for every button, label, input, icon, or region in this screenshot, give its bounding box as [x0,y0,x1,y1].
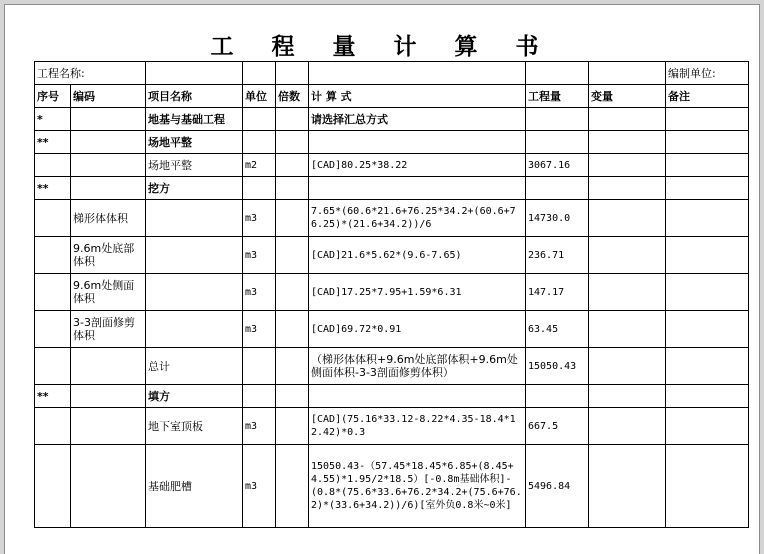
code-cell[interactable]: 梯形体体积 [71,200,146,237]
project-name-cell[interactable] [146,62,243,85]
quantity-cell[interactable]: 667.5 [526,408,589,445]
formula-cell[interactable]: [CAD]17.25*7.95+1.59*6.31 [309,274,526,311]
quantity-cell[interactable]: 3067.16 [526,154,589,177]
table-row [35,108,749,131]
variable-cell[interactable] [589,385,666,408]
code-cell[interactable] [71,177,146,200]
variable-cell[interactable] [589,348,666,385]
multiplier-cell[interactable] [276,177,309,200]
header-unit: 单位 [243,85,276,108]
note-cell[interactable] [666,311,749,348]
quantity-cell[interactable]: 236.71 [526,237,589,274]
multiplier-cell[interactable] [276,131,309,154]
note-cell[interactable] [666,408,749,445]
item-name-cell[interactable]: 场地平整 [146,131,243,154]
item-name-cell[interactable] [146,200,243,237]
unit-cell[interactable] [243,177,276,200]
seq-cell[interactable] [35,274,71,311]
variable-cell[interactable] [589,200,666,237]
item-name-cell[interactable]: 填方 [146,385,243,408]
seq-cell[interactable] [35,154,71,177]
table-row [35,385,749,408]
seq-cell[interactable] [35,200,71,237]
seq-cell[interactable] [35,408,71,445]
code-cell[interactable] [71,385,146,408]
note-cell[interactable] [666,177,749,200]
multiplier-cell[interactable] [276,408,309,445]
code-cell[interactable]: 9.6m处底部体积 [71,237,146,274]
note-cell[interactable] [666,131,749,154]
unit-cell[interactable]: m3 [243,445,276,528]
variable-cell[interactable] [589,154,666,177]
item-name-cell[interactable]: 场地平整 [146,154,243,177]
item-name-cell[interactable] [146,237,243,274]
unit-cell[interactable]: m3 [243,274,276,311]
formula-cell[interactable]: 15050.43-（57.45*18.45*6.85+(8.45+4.55)*1.95/2*18.5）[-0.8m基础体积]-(0.8*(75.6*33.6+76.2*34.2+(75.6+76.2)*(33.6+34.2))/6)[室外负0.8米~0米] [309,445,526,528]
code-cell[interactable] [71,131,146,154]
info-row [35,62,749,85]
variable-cell[interactable] [589,445,666,528]
multiplier-cell[interactable] [276,154,309,177]
table-row [35,311,749,348]
worksheet-page [4,4,760,554]
info-cell[interactable] [526,62,589,85]
note-cell[interactable] [666,348,749,385]
code-cell[interactable]: 9.6m处侧面体积 [71,274,146,311]
table-row [35,237,749,274]
header-item-name: 项目名称 [146,85,243,108]
table-row [35,131,749,154]
note-cell[interactable] [666,274,749,311]
multiplier-cell[interactable] [276,311,309,348]
note-cell[interactable] [666,200,749,237]
variable-cell[interactable] [589,237,666,274]
quantity-table [34,61,749,528]
code-cell[interactable] [71,408,146,445]
header-multiplier: 倍数 [276,85,309,108]
quantity-cell[interactable] [526,177,589,200]
multiplier-cell[interactable] [276,274,309,311]
header-quantity: 工程量 [526,85,589,108]
unit-cell[interactable]: m3 [243,237,276,274]
page-title: 工 程 量 计 算 书 [210,33,554,60]
unit-cell[interactable]: m3 [243,408,276,445]
unit-cell[interactable] [243,348,276,385]
multiplier-cell[interactable] [276,348,309,385]
variable-cell[interactable] [589,177,666,200]
seq-cell[interactable]: ** [35,385,71,408]
quantity-cell[interactable]: 15050.43 [526,348,589,385]
header-note: 备注 [666,85,749,108]
seq-cell[interactable]: * [35,108,71,131]
multiplier-cell[interactable] [276,108,309,131]
variable-cell[interactable] [589,311,666,348]
item-name-cell[interactable] [146,274,243,311]
formula-cell[interactable]: [CAD]21.6*5.62*(9.6-7.65) [309,237,526,274]
seq-cell[interactable] [35,237,71,274]
quantity-cell[interactable] [526,385,589,408]
unit-label[interactable]: 编制单位: [666,62,749,85]
quantity-cell[interactable] [526,108,589,131]
formula-cell[interactable]: （梯形体体积+9.6m处底部体积+9.6m处侧面体积-3-3剖面修剪体积） [309,348,526,385]
item-name-cell[interactable]: 地基与基础工程 [146,108,243,131]
seq-cell[interactable] [35,445,71,528]
table-row [35,445,749,528]
info-cell[interactable] [309,62,526,85]
code-cell[interactable] [71,154,146,177]
table-row [35,408,749,445]
table-row [35,154,749,177]
formula-cell[interactable] [309,177,526,200]
quantity-cell[interactable]: 5496.84 [526,445,589,528]
item-name-cell[interactable]: 地下室顶板 [146,408,243,445]
multiplier-cell[interactable] [276,445,309,528]
table-row [35,177,749,200]
unit-cell[interactable]: m2 [243,154,276,177]
note-cell[interactable] [666,108,749,131]
table-row [35,348,749,385]
table-row [35,200,749,237]
variable-cell[interactable] [589,131,666,154]
variable-cell[interactable] [589,108,666,131]
seq-cell[interactable]: ** [35,177,71,200]
formula-cell[interactable]: [CAD]80.25*38.22 [309,154,526,177]
item-name-cell[interactable]: 挖方 [146,177,243,200]
formula-cell[interactable] [309,385,526,408]
note-cell[interactable] [666,385,749,408]
note-cell[interactable] [666,154,749,177]
unit-cell[interactable] [243,108,276,131]
note-cell[interactable] [666,237,749,274]
variable-cell[interactable] [589,274,666,311]
header-row [35,85,749,108]
formula-cell[interactable] [309,131,526,154]
info-cell[interactable] [243,62,276,85]
code-cell[interactable] [71,108,146,131]
formula-cell[interactable]: 请选择汇总方式 [309,108,526,131]
project-name-label[interactable]: 工程名称: [35,62,146,85]
variable-cell[interactable] [589,408,666,445]
unit-cell[interactable]: m3 [243,311,276,348]
unit-cell[interactable]: m3 [243,200,276,237]
multiplier-cell[interactable] [276,200,309,237]
code-cell[interactable]: 3-3剖面修剪体积 [71,311,146,348]
seq-cell[interactable] [35,348,71,385]
note-cell[interactable] [666,445,749,528]
code-cell[interactable] [71,445,146,528]
unit-cell[interactable] [243,131,276,154]
header-seq: 序号 [35,85,71,108]
header-formula: 计 算 式 [309,85,526,108]
quantity-cell[interactable]: 63.45 [526,311,589,348]
header-variable: 变量 [589,85,666,108]
code-cell[interactable] [71,348,146,385]
item-name-cell[interactable] [146,311,243,348]
item-name-cell[interactable]: 基础肥槽 [146,445,243,528]
info-cell[interactable] [276,62,309,85]
formula-cell[interactable]: [CAD](75.16*33.12-8.22*4.35-18.4*12.42)*0.3 [309,408,526,445]
quantity-cell[interactable] [526,131,589,154]
quantity-cell[interactable]: 147.17 [526,274,589,311]
table-row [35,274,749,311]
info-cell[interactable] [589,62,666,85]
unit-cell[interactable] [243,385,276,408]
seq-cell[interactable] [35,311,71,348]
seq-cell[interactable]: ** [35,131,71,154]
formula-cell[interactable]: [CAD]69.72*0.91 [309,311,526,348]
formula-cell[interactable]: 7.65*(60.6*21.6+76.25*34.2+(60.6+76.25)*(21.6+34.2))/6 [309,200,526,237]
header-code: 编码 [71,85,146,108]
quantity-cell[interactable]: 14730.0 [526,200,589,237]
multiplier-cell[interactable] [276,237,309,274]
item-name-cell[interactable]: 总计 [146,348,243,385]
multiplier-cell[interactable] [276,385,309,408]
